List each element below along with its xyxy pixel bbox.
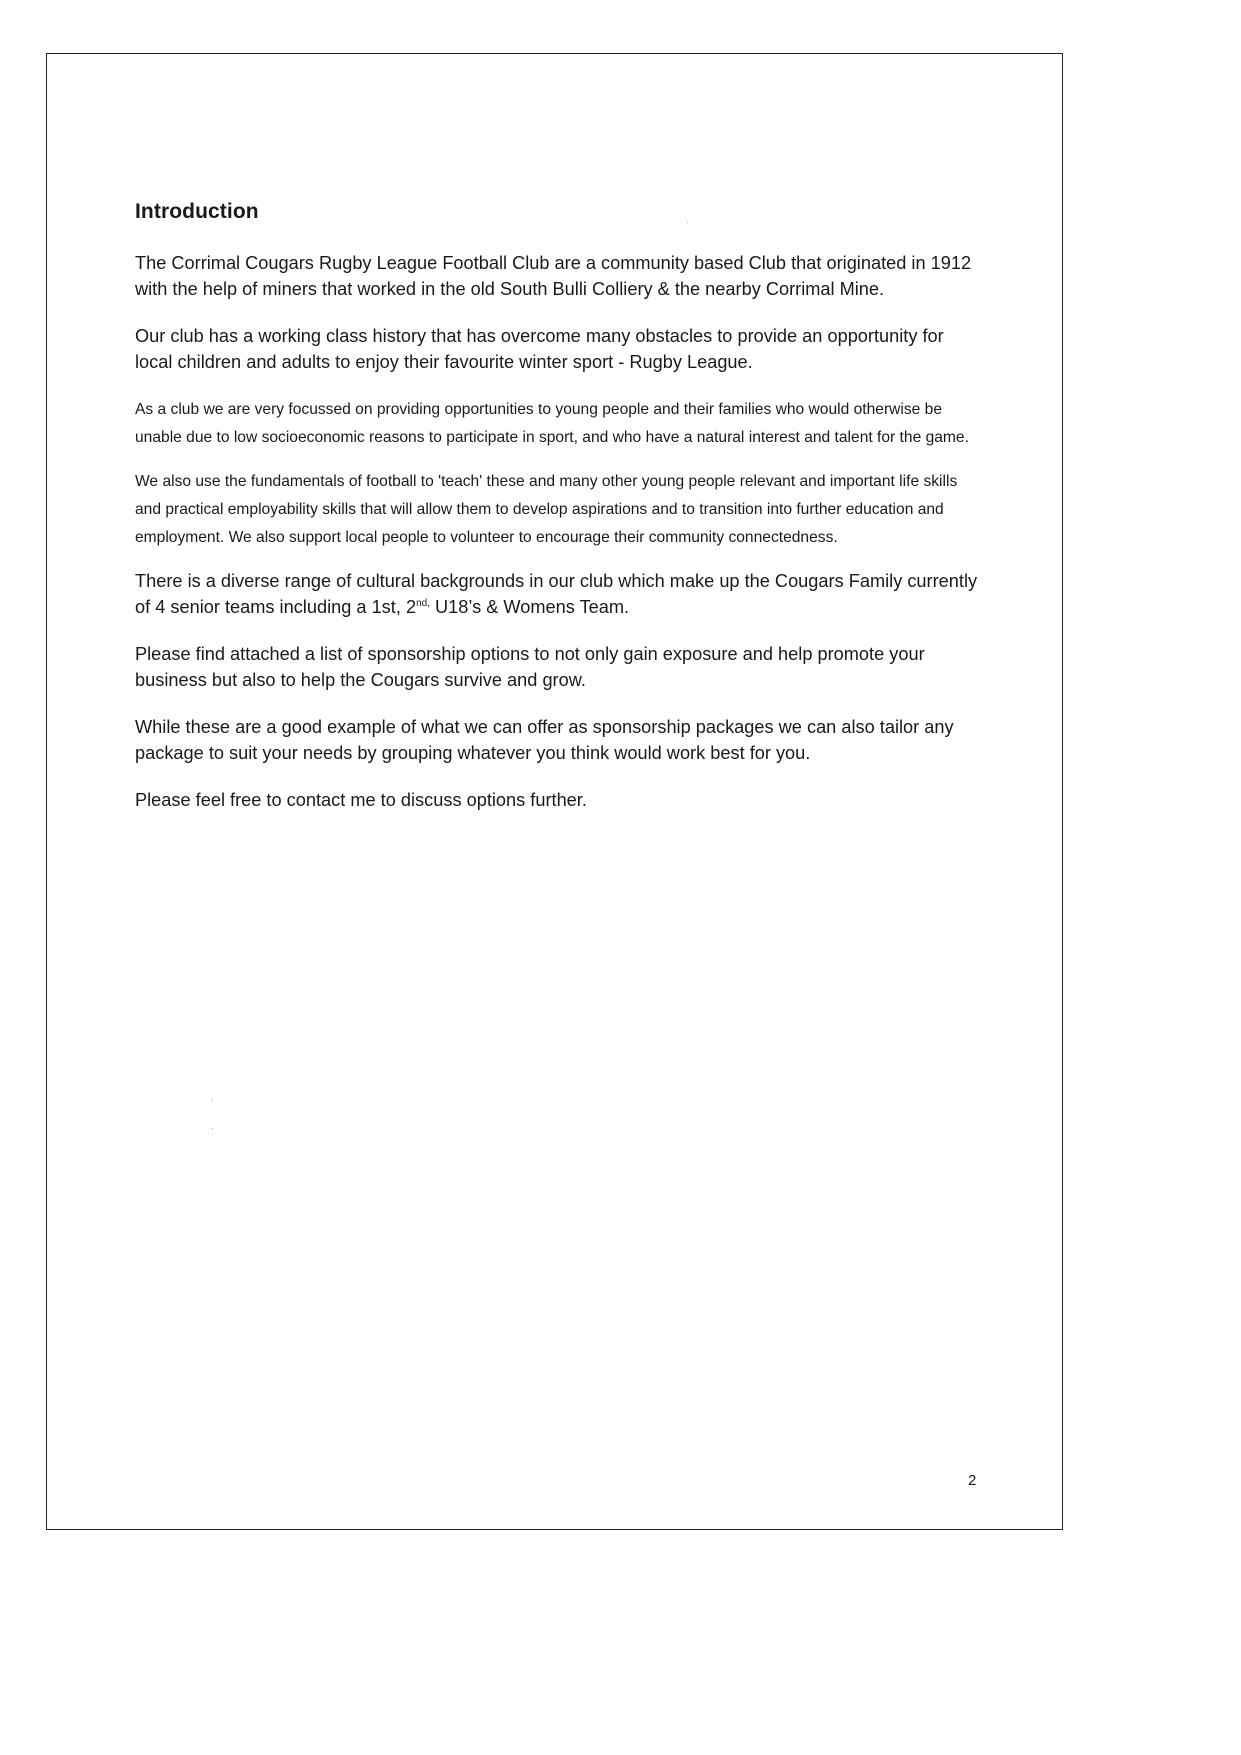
paragraph-cultural-text-end: U18’s & Womens Team. (429, 597, 630, 617)
scan-speck (212, 1128, 213, 1129)
paragraph-contact: Please feel free to contact me to discuss options further. (135, 790, 587, 810)
paragraph-working-class: Our club has a working class history that has overcome many obstacles to provide an opportunity for local children and adults to enjoy their favourite winter sport - Rugby League. (135, 326, 944, 372)
paragraph-sponsorship: Please find attached a list of sponsorship options to not only gain exposure and help promote your business but also to help the Cougars survive and grow. (135, 644, 925, 690)
paragraph-packages: While these are a good example of what we can offer as sponsorship packages we can also tailor any package to suit your needs by grouping whatever you think would work best for you. (135, 717, 954, 763)
paragraph-opportunities: As a club we are very focussed on providing opportunities to young people and their families who would otherwise be unable due to low socioeconomic reasons to participate in sport, and who have a natural interest and talent for the game. (135, 401, 969, 446)
page-title: Introduction (135, 200, 259, 223)
paragraph-cultural (135, 568, 980, 620)
page-number: 2 (968, 1472, 977, 1489)
document-body (135, 200, 980, 834)
paragraph-cultural-text: There is a diverse range of cultural backgrounds in our club which make up the Cougars Family currently of 4 senior teams including a 1st, 2 (135, 571, 978, 617)
paragraph-cultural-superscript: nd, (416, 597, 430, 609)
scan-speck (687, 222, 688, 223)
scan-speck (212, 1100, 213, 1101)
paragraph-fundamentals: We also use the fundamentals of football to 'teach' these and many other young people relevant and important life skills and practical employability skills that will allow them to develop aspirations and to transition into further education and employment. We also support local people to volunteer to encourage their community connectedness. (135, 473, 958, 546)
paragraph-history: The Corrimal Cougars Rugby League Football Club are a community based Club that originated in 1912 with the help of miners that worked in the old South Bulli Colliery & the nearby Corrimal Mine. (135, 253, 972, 299)
